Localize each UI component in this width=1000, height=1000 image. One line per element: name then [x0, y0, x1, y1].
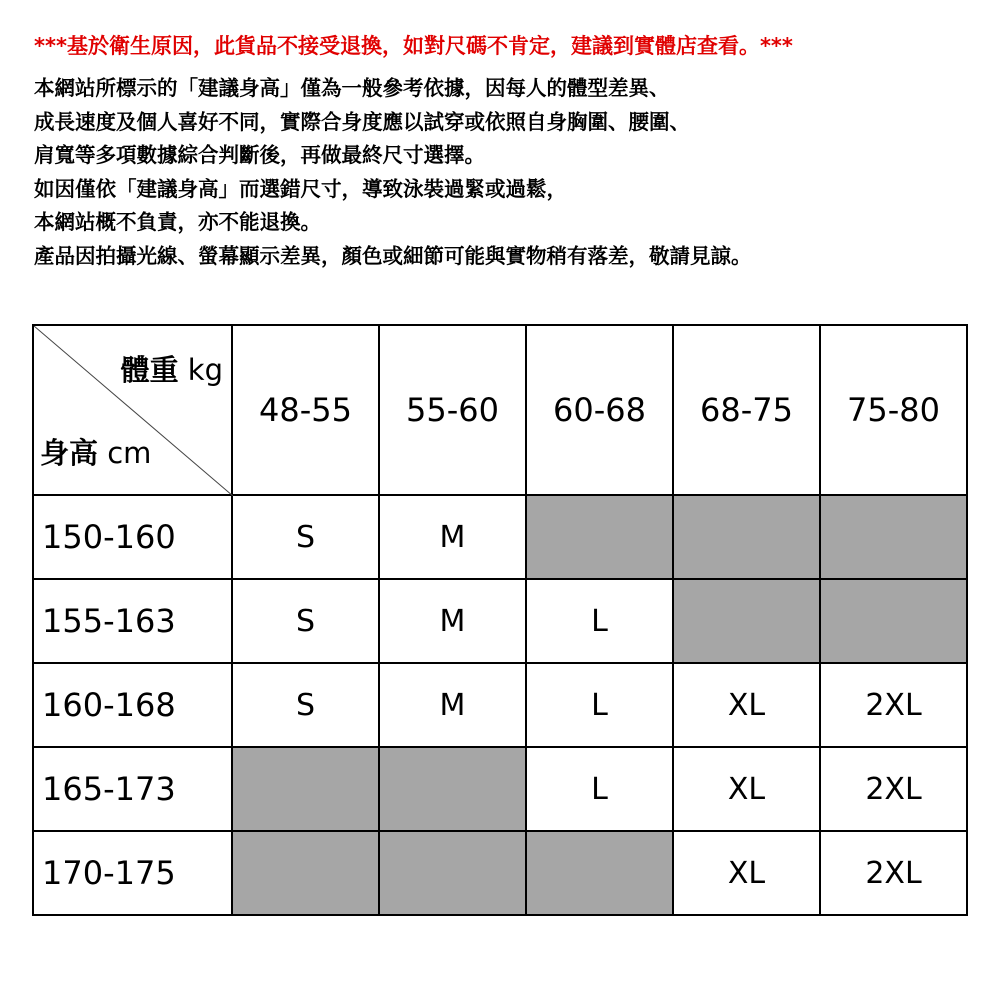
height-row-header: 170-175 [33, 831, 232, 915]
weight-column-header: 55-60 [379, 325, 526, 495]
size-cell: L [526, 663, 673, 747]
size-cell [820, 495, 967, 579]
size-cell: M [379, 663, 526, 747]
weight-column-header: 68-75 [673, 325, 820, 495]
size-cell: S [232, 495, 379, 579]
size-cell: S [232, 663, 379, 747]
table-row [33, 831, 967, 915]
size-cell: S [232, 579, 379, 663]
height-label: 身高 [40, 436, 99, 470]
note-line: 肩寬等多項數據綜合判斷後，再做最終尺寸選擇。 [34, 143, 485, 168]
size-cell: M [379, 495, 526, 579]
weight-column-header: 48-55 [232, 325, 379, 495]
height-row-header: 155-163 [33, 579, 232, 663]
size-cell: XL [673, 831, 820, 915]
corner-header-cell [33, 325, 232, 495]
note-line: 成長速度及個人喜好不同，實際合身度應以試穿或依照自身胸圍、腰圍、 [34, 109, 690, 134]
size-cell: L [526, 747, 673, 831]
note-line: 本網站概不負責，亦不能退換。 [34, 210, 321, 235]
size-cell [379, 831, 526, 915]
note-line: 如因僅依「建議身高」而選錯尺寸，導致泳裝過緊或過鬆， [34, 176, 567, 201]
size-cell [673, 495, 820, 579]
size-cell [526, 495, 673, 579]
weight-column-header: 60-68 [526, 325, 673, 495]
weight-label: 體重 [120, 353, 179, 387]
hygiene-warning: ***基於衛生原因，此貨品不接受退換，如對尺碼不肯定，建議到實體店查看。*** [34, 34, 793, 58]
note-line: 本網站所標示的「建議身高」僅為一般參考依據，因每人的體型差異、 [34, 76, 670, 100]
sizing-notes [34, 72, 974, 274]
weight-unit: kg [187, 353, 223, 387]
table-row [33, 495, 967, 579]
size-cell [526, 831, 673, 915]
size-cell [820, 579, 967, 663]
note-line: 產品因拍攝光線、螢幕顯示差異，顏色或細節可能與實物稍有落差，敬請見諒。 [34, 243, 752, 268]
weight-column-header: 75-80 [820, 325, 967, 495]
size-cell: XL [673, 663, 820, 747]
height-unit: cm [107, 436, 152, 470]
size-cell [232, 831, 379, 915]
size-cell: XL [673, 747, 820, 831]
size-cell: 2XL [820, 663, 967, 747]
size-chart-table [32, 324, 968, 916]
size-cell: L [526, 579, 673, 663]
table-row [33, 663, 967, 747]
size-cell [232, 747, 379, 831]
size-cell: M [379, 579, 526, 663]
size-cell: 2XL [820, 831, 967, 915]
size-cell: 2XL [820, 747, 967, 831]
table-row [33, 747, 967, 831]
height-axis-label [40, 431, 151, 472]
height-row-header: 150-160 [33, 495, 232, 579]
size-cell [673, 579, 820, 663]
height-row-header: 165-173 [33, 747, 232, 831]
height-row-header: 160-168 [33, 663, 232, 747]
header-row [33, 325, 967, 495]
size-cell [379, 747, 526, 831]
weight-axis-label [121, 348, 223, 389]
table-row [33, 579, 967, 663]
